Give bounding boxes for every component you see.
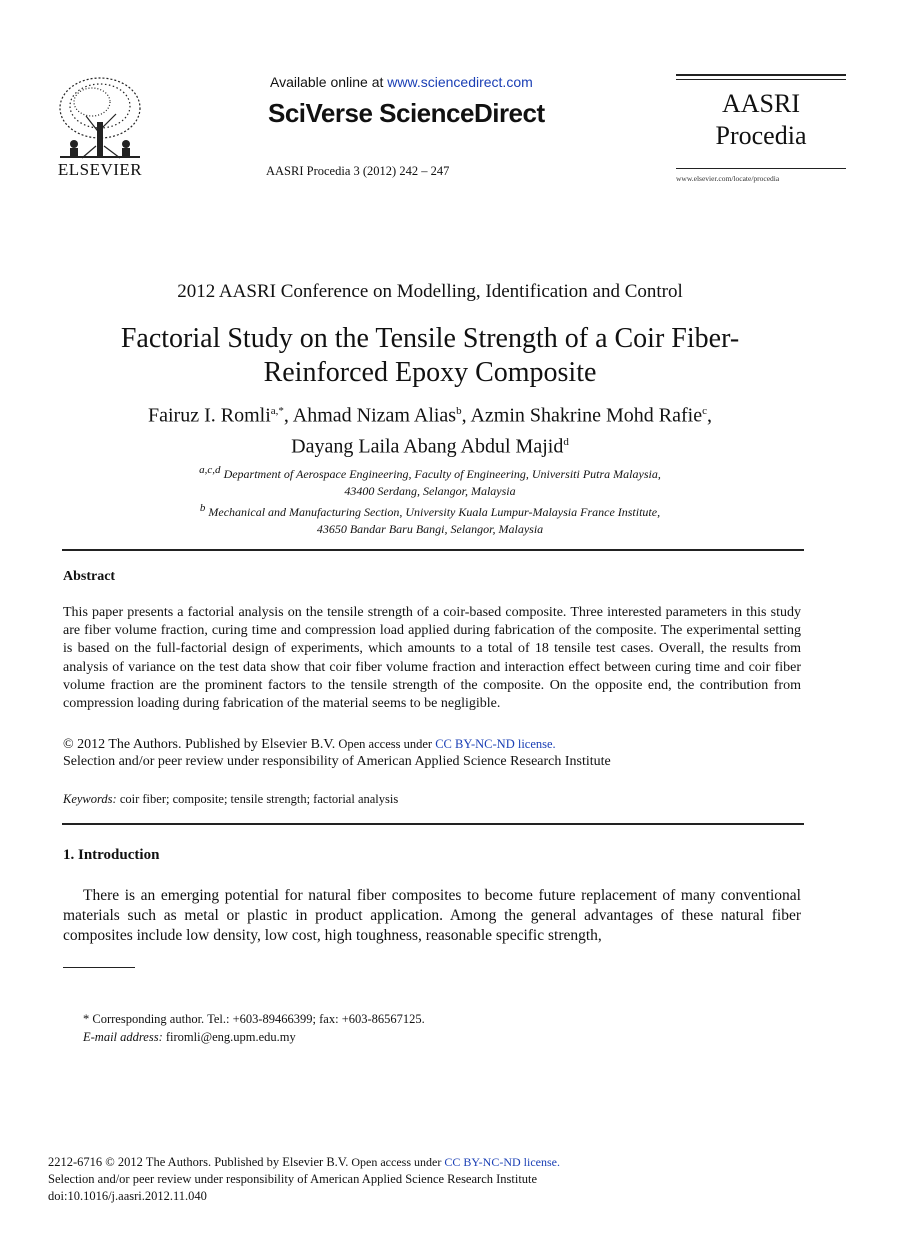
journal-reference: AASRI Procedia 3 (2012) 242 – 247 [266, 164, 450, 178]
affiliation-acd-line2: 43400 Serdang, Selangor, Malaysia [344, 484, 516, 498]
title-line-1: Factorial Study on the Tensile Strength of a Coir Fiber- [120, 323, 740, 354]
abstract-text: This paper presents a factorial analysis on the tensile strength of a coir-based composite. Three interested parameters in this study are fiber volume fraction, curing time and compression load applied during fabrication of the composite. The experimental setting is based on the full-factorial design of experiments, which amounts to a total of 18 tensile test cases. Overall, the results from analysis of variance on the test data show that coir fiber volume fraction and interaction effect between curing time and coir fiber volume fraction are the prominent factors to the tensile strength of the composite. On the opposite end, the contribution from compression loading during fabrication of the material seems to be negligible. [63, 605, 801, 712]
issn-line [48, 1154, 560, 1171]
copyright-line-1 [63, 736, 611, 753]
email-line [83, 1028, 425, 1046]
paper-title [80, 322, 780, 390]
license-link[interactable]: CC BY-NC-ND license. [435, 737, 556, 751]
journal-name [676, 88, 846, 152]
footnote [83, 1010, 425, 1046]
affiliation-acd [60, 462, 800, 483]
divider-middle [62, 823, 804, 825]
affiliation-b-line2: 43650 Bandar Baru Bangi, Selangor, Malaysia [316, 522, 544, 536]
affiliation-b-marker: b [199, 502, 206, 514]
sciencedirect-link[interactable]: www.sciencedirect.com [387, 74, 533, 90]
copyright-text: © 2012 The Authors. Published by Elsevier B.V. [63, 737, 336, 752]
copyright-line-2: Selection and/or peer review under responsibility of American Applied Science Research Institute [63, 754, 611, 769]
copyright-block [63, 736, 611, 770]
affiliation-acd-line1: Department of Aerospace Engineering, Faculty of Engineering, Universiti Putra Malaysia, [223, 467, 661, 481]
author-3-comma: , [707, 404, 713, 427]
bottom-license-link[interactable]: CC BY-NC-ND license. [444, 1155, 560, 1169]
email-label: E-mail address: [83, 1030, 163, 1044]
available-online [270, 74, 533, 90]
divider-top [62, 549, 804, 551]
authors-line-2 [60, 429, 800, 460]
intro-heading: 1. Introduction [63, 847, 160, 863]
bottom-open-access: Open access under [348, 1155, 445, 1169]
author-1: Fairuz I. Romli [147, 404, 271, 427]
platform-name: SciVerse ScienceDirect [268, 98, 545, 128]
intro-paragraph: There is an emerging potential for natural fiber composites to become future replacement of many conventional materials such as metal or plastic in product application. Among the general advantages of these natural fiber composites include low density, low cost, high toughness, reasonable specific strength, [63, 887, 801, 944]
author-1-marker: a,* [270, 405, 284, 417]
keywords-label: Keywords: [63, 792, 117, 806]
affiliations [60, 462, 800, 538]
author-3-marker: c [702, 405, 708, 417]
authors-line-1 [60, 398, 800, 429]
journal-name-line1: AASRI [721, 89, 800, 118]
keywords [63, 792, 398, 807]
journal-url[interactable]: www.elsevier.com/locate/procedia [676, 174, 780, 183]
affiliation-b [60, 500, 800, 521]
corresponding-author: * Corresponding author. Tel.: +603-89466399; fax: +603-86567125. [83, 1012, 425, 1026]
journal-name-line2: Procedia [715, 121, 807, 150]
bottom-imprint [48, 1154, 560, 1205]
journal-box-rule-top-thin [676, 79, 846, 80]
footnote-rule [63, 967, 135, 968]
open-access-text: Open access under [335, 737, 436, 751]
author-4: Dayang Laila Abang Abdul Majid [291, 435, 564, 458]
affiliation-acd-marker: a,c,d [199, 464, 221, 476]
journal-box-rule-top [676, 74, 846, 76]
title-line-2: Reinforced Epoxy Composite [263, 357, 597, 388]
doi[interactable]: doi:10.1016/j.aasri.2012.11.040 [48, 1189, 207, 1203]
author-list [60, 398, 800, 459]
keywords-list: coir fiber; composite; tensile strength; factorial analysis [116, 792, 399, 806]
author-2: , Ahmad Nizam Alias [283, 404, 457, 427]
abstract-heading: Abstract [63, 569, 116, 584]
conference-name: 2012 AASRI Conference on Modelling, Identification and Control [177, 281, 683, 302]
email-address[interactable]: firomli@eng.upm.edu.my [162, 1030, 296, 1044]
author-4-marker: d [563, 435, 569, 448]
author-3: , Azmin Shakrine Mohd Rafie [461, 404, 703, 427]
bottom-review-line: Selection and/or peer review under responsibility of American Applied Science Research Institute [48, 1172, 538, 1186]
issn-text: 2212-6716 © 2012 The Authors. Published by Elsevier B.V. [48, 1155, 349, 1169]
affiliation-b-line1: Mechanical and Manufacturing Section, University Kuala Lumpur-Malaysia France Institute, [208, 505, 661, 519]
intro-text [63, 886, 801, 946]
journal-box-rule-bottom [676, 168, 846, 169]
available-prefix: Available online at [270, 74, 388, 90]
author-2-marker: b [456, 405, 462, 417]
publisher-name: ELSEVIER [57, 160, 143, 179]
